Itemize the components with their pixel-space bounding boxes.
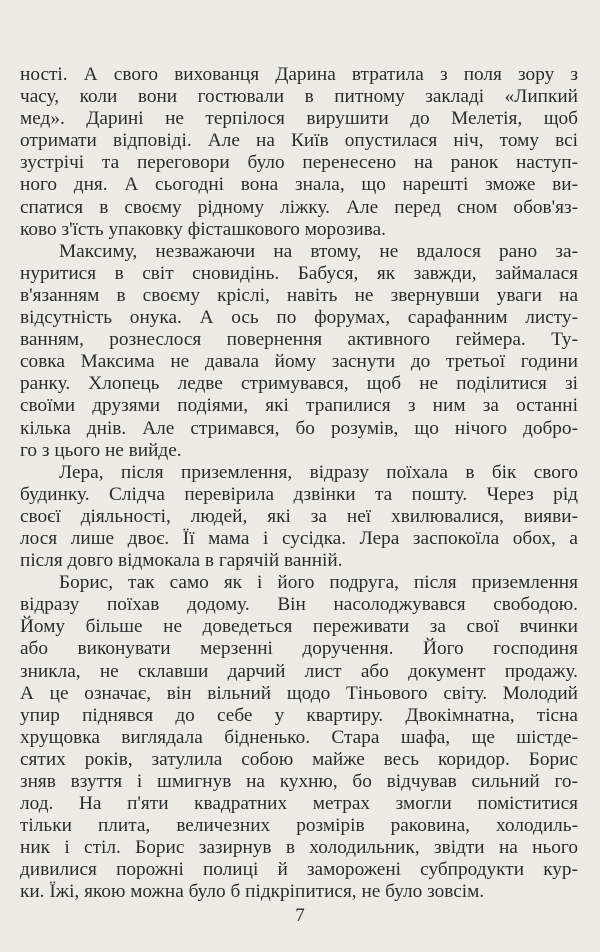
text-line: зустрічі та переговори було перенесено на ранок наступ- <box>20 152 578 174</box>
page-number: 7 <box>295 905 305 926</box>
text-line: зняв взуття і шмигнув на кухню, бо відчував сильний го- <box>20 771 578 792</box>
text-line: відразу поїхав додому. Він насолоджувався свободою. <box>20 594 578 616</box>
text-line: лод. На п'яти квадратних метрах змогли поміститися <box>20 793 578 815</box>
text-line: ник і стіл. Борис зазирнув в холодильник, звідти на нього <box>20 837 578 859</box>
text-line: Йому більше не доведеться переживати за свої вчинки <box>20 616 578 638</box>
text-line: Лера, після приземлення, відразу поїхала в бік свого <box>59 461 578 483</box>
text-line: лося лише двоє. Її мама і сусідка. Лера заспокоїла обох, а <box>20 527 578 549</box>
text-line: в'язанням в своєму кріслі, навіть не звернувши уваги на <box>20 284 578 306</box>
text-line: спатися в своєму рідному ліжку. Але перед сном обов'яз- <box>20 196 578 218</box>
text-line: часу, коли вони гостювали в питному закладі «Липкий <box>20 86 578 108</box>
text-line: ково з'їсть упаковку фісташкового морозива. <box>20 218 387 240</box>
text-line: кілька днів. Але стримався, бо розумів, що нічого добро- <box>20 417 578 439</box>
text-line: ванням, рознеслося повернення активного геймера. Ту- <box>20 329 578 351</box>
text-line: дивилися порожні полиці й заморожені субпродукти кур- <box>20 859 578 881</box>
text-line: сятих років, затулила собою майже весь коридор. Борис <box>20 748 578 770</box>
text-line: відсутність онука. А ось по форумах, сарафанним листу- <box>20 307 578 329</box>
text-line: тільки плита, величезних розмірів раковина, холодиль- <box>20 815 578 837</box>
text-line: ки. Їжі, якою можна було б підкріпитися, не було зовсім. <box>20 881 485 903</box>
text-line: хрущовка виглядала бідненько. Стара шафа, ще шістде- <box>20 726 578 748</box>
book-page-text <box>20 64 578 904</box>
text-line: своєї діяльності, людей, які за неї хвилювалися, вияви- <box>20 505 578 527</box>
text-line: ного дня. А сьогодні вона знала, що нарешті зможе ви- <box>20 174 578 196</box>
text-line: Максиму, незважаючи на втому, не вдалося рано за- <box>59 240 578 262</box>
text-line: ранку. Хлопець ледве стримувався, щоб не поділитися зі <box>20 373 578 395</box>
text-line: зникла, не склавши дарчий лист або документ продажу. <box>20 660 578 682</box>
text-line: нуритися в світ сновидінь. Бабуся, як завжди, займалася <box>20 262 578 284</box>
text-line: Борис, так само як і його подруга, після приземлення <box>59 572 578 594</box>
text-line: своїми друзями подіями, які трапилися з ним за останні <box>20 395 578 417</box>
text-line: будинку. Слідча перевірила дзвінки та пошту. Через рід <box>20 483 578 505</box>
text-line: го з цього не вийде. <box>20 439 182 461</box>
text-line: мед». Дарині не терпілося вирушити до Мелетія, щоб <box>20 108 578 130</box>
paragraph <box>20 64 578 241</box>
paragraph <box>20 462 578 572</box>
paragraph <box>20 572 578 903</box>
paragraph <box>20 241 578 462</box>
text-line: отримати відповіді. Але на Київ опустилася ніч, тому всі <box>20 130 578 152</box>
text-line: А це означає, він вільний щодо Тіньового світу. Молодий <box>20 682 578 704</box>
text-line: упир піднявся до себе у квартиру. Двокімнатна, тісна <box>20 704 578 726</box>
text-line: після довго відмокала в гарячій ванній. <box>20 550 343 572</box>
text-line: совка Максима не давала йому заснути до третьої години <box>20 351 578 373</box>
text-line: ності. А свого вихованця Дарина втратила з поля зору з <box>20 64 578 85</box>
text-line: або виконувати мерзенні доручення. Його господиня <box>20 638 578 660</box>
